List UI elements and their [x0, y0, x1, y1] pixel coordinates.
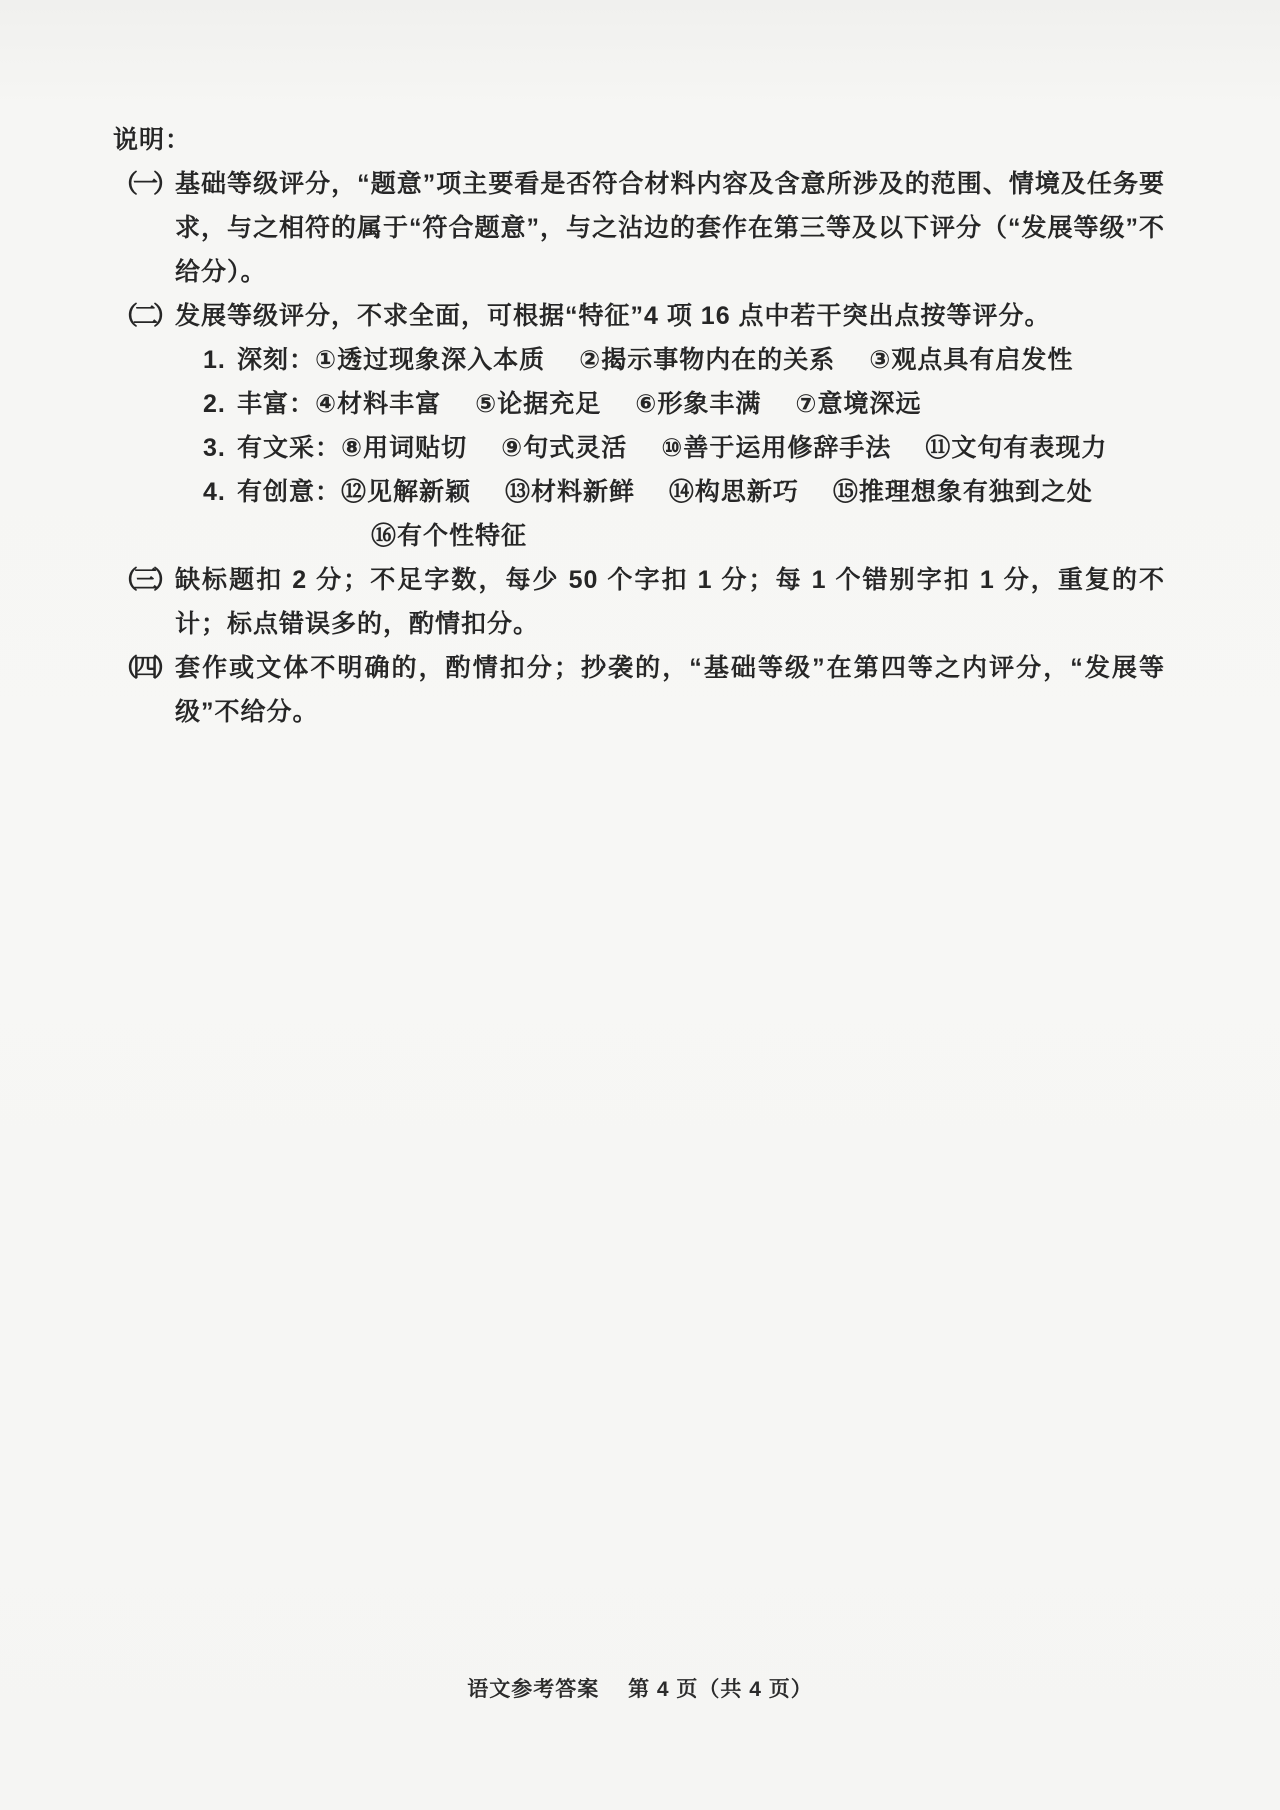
feature-2-number: 2. [203, 390, 226, 418]
instruction-item-2 [113, 294, 1165, 338]
feature-line-2 [203, 382, 1165, 426]
feature-list [113, 338, 1165, 558]
feature-2-text: 丰富：④材料丰富 ⑤论据充足 ⑥形象丰满 ⑦意境深远 [237, 390, 922, 418]
page-footer [0, 1673, 1280, 1703]
feature-1-text: 深刻：①透过现象深入本质 ②揭示事物内在的关系 ③观点具有启发性 [237, 346, 1074, 374]
item-1-text: 基础等级评分，“题意”项主要看是否符合材料内容及含意所涉及的范围、情境及任务要求，与之相符的属于“符合题意”，与之沾边的套作在第三等及以下评分（“发展等级”不给分）。 [175, 170, 1166, 286]
item-3-text: 缺标题扣 2 分；不足字数，每少 50 个字扣 1 分；每 1 个错别字扣 1 分，重复的不计；标点错误多的，酌情扣分。 [175, 566, 1165, 638]
item-2-label: （二） [113, 302, 174, 330]
feature-line-1 [203, 338, 1165, 382]
item-1-label: （一） [113, 170, 174, 198]
instruction-item-1 [113, 162, 1165, 294]
feature-line-4-continuation: ⑯有个性特征 [371, 522, 528, 550]
item-4-text: 套作或文体不明确的，酌情扣分；抄袭的，“基础等级”在第四等之内评分，“发展等级”不给分。 [175, 654, 1165, 726]
feature-line-3 [203, 426, 1165, 470]
feature-1-number: 1. [203, 346, 226, 374]
feature-line-4 [203, 470, 1165, 514]
instruction-item-3 [113, 558, 1165, 646]
feature-3-number: 3. [203, 434, 226, 462]
instruction-item-4 [113, 646, 1165, 734]
feature-4-text: 有创意：⑫见解新颖 ⑬材料新鲜 ⑭构思新巧 ⑮推理想象有独到之处 [237, 478, 1093, 506]
item-2-text: 发展等级评分，不求全面，可根据“特征”4 项 16 点中若干突出点按等评分。 [175, 302, 1051, 330]
item-3-label: （三） [113, 566, 174, 594]
document-content [113, 118, 1165, 734]
footer-text: 语文参考答案 第 4 页（共 4 页） [467, 1678, 813, 1701]
doc-heading: 说明： [113, 126, 192, 154]
item-4-label: （四） [113, 654, 174, 682]
feature-4-number: 4. [203, 478, 226, 506]
feature-3-text: 有文采：⑧用词贴切 ⑨句式灵活 ⑩善于运用修辞手法 ⑪文句有表现力 [237, 434, 1108, 462]
